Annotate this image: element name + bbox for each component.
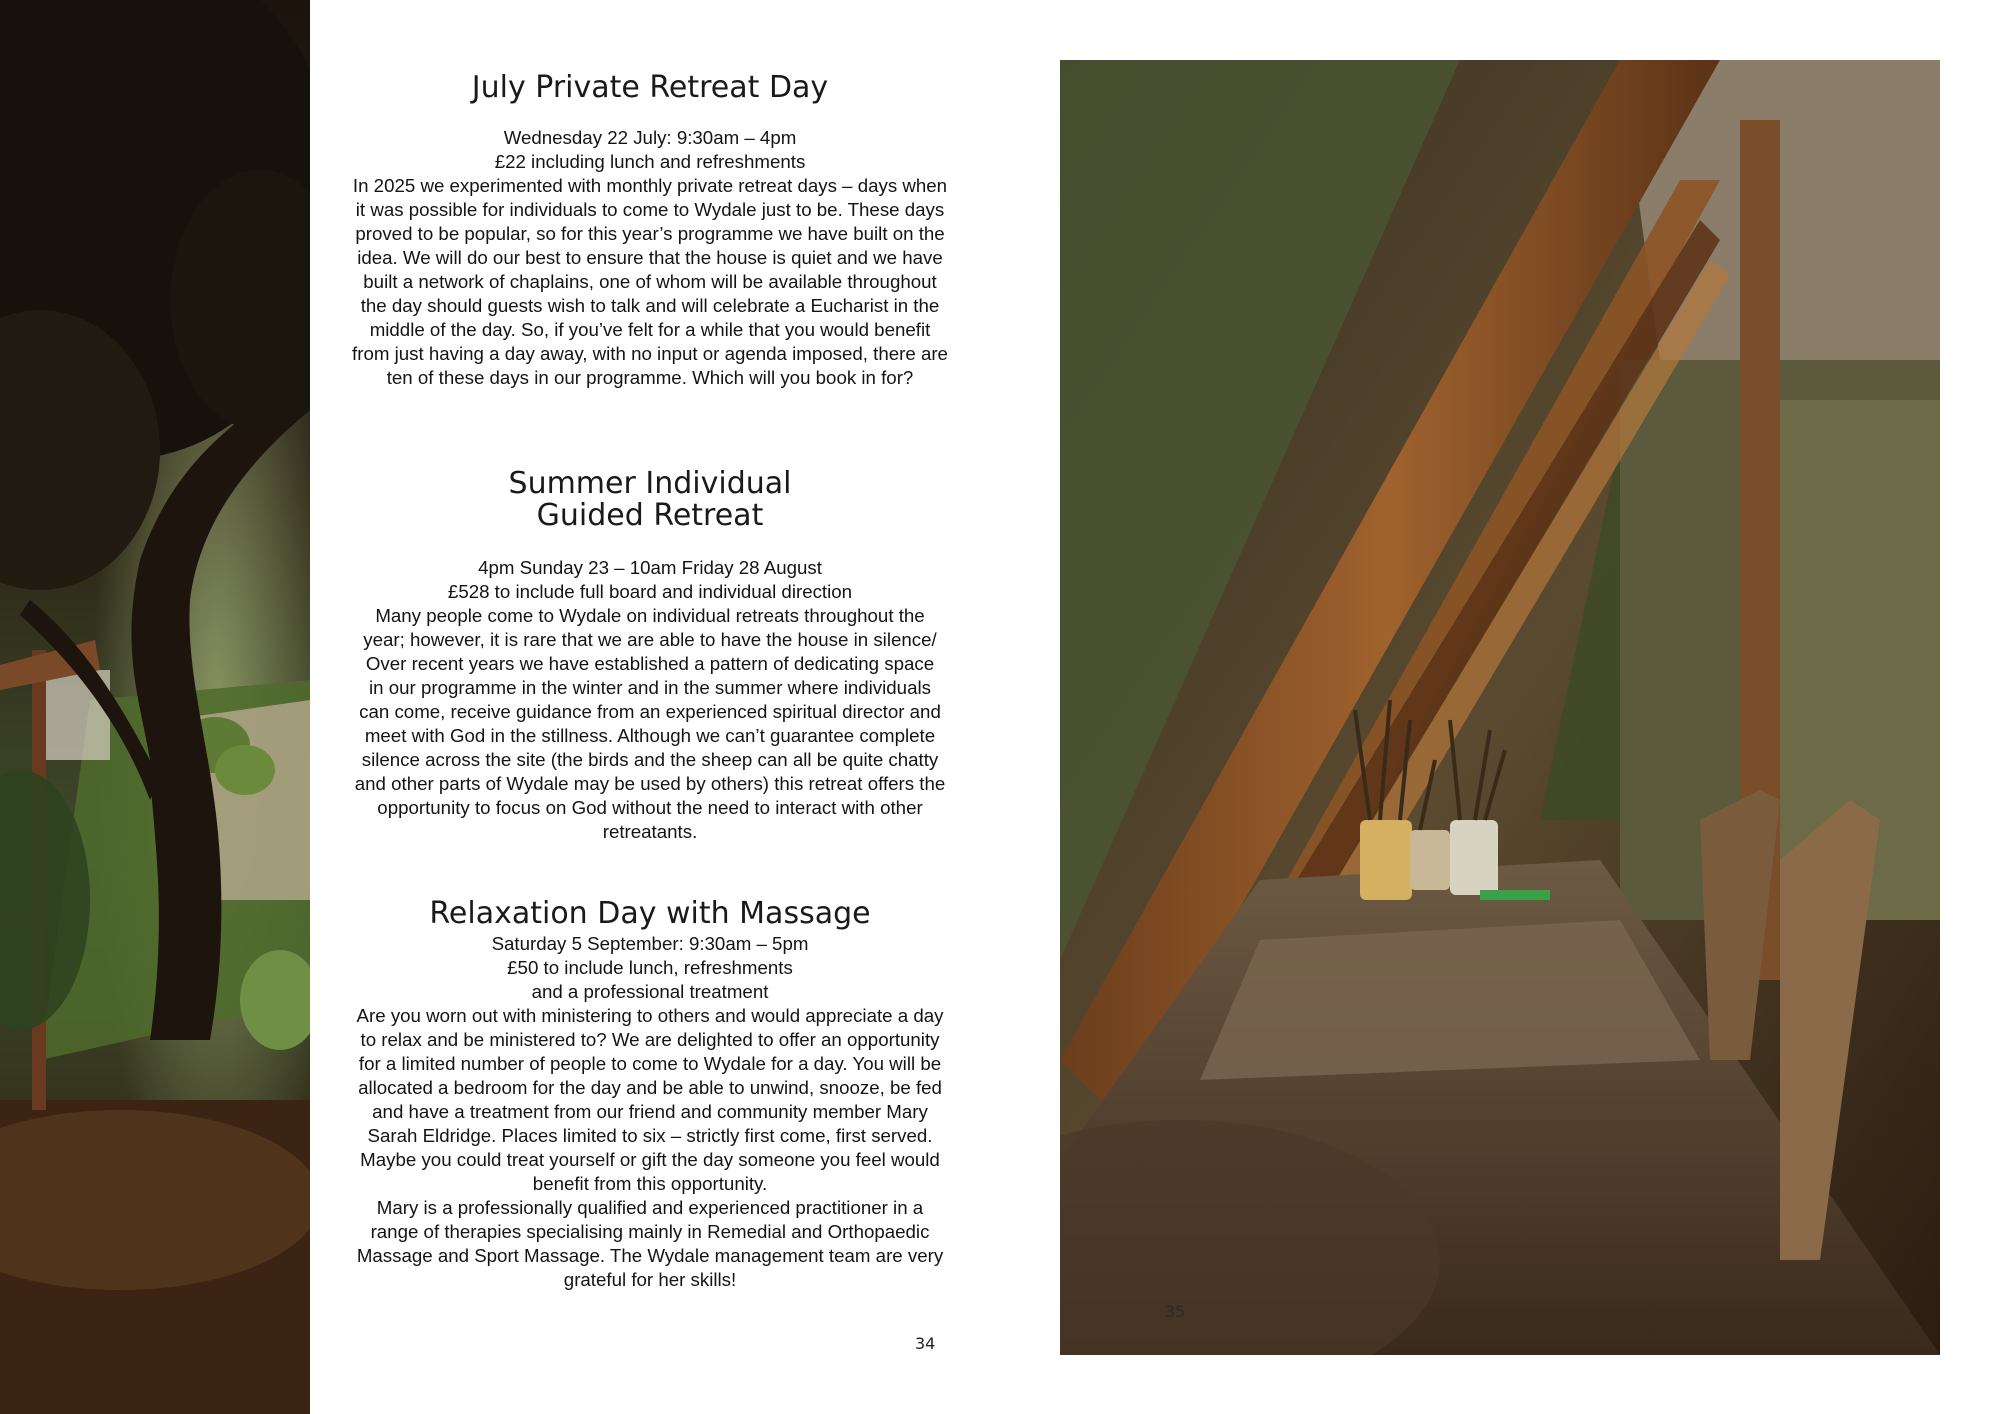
body-line: it was possible for individuals to come to Wydale just to be. These days [355, 199, 945, 220]
body-line: year; however, it is rare that we are able to have the house in silence/ [363, 629, 937, 650]
body-line: Sarah Eldridge. Places limited to six – strictly first come, first served. [367, 1125, 933, 1146]
body-line: Mary is a professionally qualified and experienced practitioner in a [376, 1197, 924, 1218]
section-price: £50 to include lunch, refreshments [507, 957, 793, 978]
section-title: Relaxation Day with Massage [429, 896, 871, 931]
body-line: range of therapies specialising mainly in Remedial and Orthopaedic [370, 1221, 930, 1242]
body-line: and have a treatment from our friend and community member Mary [372, 1101, 928, 1122]
section-date: Saturday 5 September: 9:30am – 5pm [491, 933, 809, 954]
body-line: meet with God in the stillness. Although we can’t guarantee complete [364, 725, 936, 746]
body-line: grateful for her skills! [563, 1269, 737, 1290]
body-line: opportunity to focus on God without the need to interact with other [377, 797, 923, 818]
body-line: Are you worn out with ministering to others and would appreciate a day [356, 1005, 944, 1026]
section-price-detail: and a professional treatment [531, 981, 769, 1002]
studio-photo [1060, 60, 1940, 1355]
body-line: in our programme in the winter and in the summer where individuals [369, 677, 931, 698]
garden-photo [0, 0, 310, 1414]
body-line: allocated a bedroom for the day and be able to unwind, snooze, be fed [358, 1077, 942, 1098]
body-line: and other parts of Wydale may be used by others) this retreat offers the [354, 773, 946, 794]
section-title-line-1: Summer Individual [508, 466, 792, 501]
body-line: retreatants. [602, 821, 698, 842]
section-title: July Private Retreat Day [471, 70, 829, 105]
section-date: 4pm Sunday 23 – 10am Friday 28 August [478, 557, 822, 578]
body-line: benefit from this opportunity. [532, 1173, 768, 1194]
section-title-line-2: Guided Retreat [536, 498, 764, 533]
body-line: idea. We will do our best to ensure that the house is quiet and we have [357, 247, 943, 268]
body-line: from just having a day away, with no input or agenda imposed, there are [352, 343, 948, 364]
body-line: proved to be popular, so for this year’s programme we have built on the [355, 223, 945, 244]
page-number-right: 35 [1165, 1302, 1186, 1321]
section-summer-guided-retreat [340, 468, 960, 844]
body-line: the day should guests wish to talk and will celebrate a Eucharist in the [360, 295, 940, 316]
section-price: £22 including lunch and refreshments [494, 151, 806, 172]
body-line: can come, receive guidance from an experienced spiritual director and [359, 701, 941, 722]
body-line: to relax and be ministered to? We are delighted to offer an opportunity [360, 1029, 940, 1050]
body-line: Over recent years we have established a pattern of dedicating space [365, 653, 935, 674]
body-line: for a limited number of people to come to Wydale for a day. You will be [358, 1053, 942, 1074]
body-line: Massage and Sport Massage. The Wydale management team are very [356, 1245, 944, 1266]
page-number-left: 34 [915, 1334, 936, 1353]
body-line: Many people come to Wydale on individual retreats throughout the [375, 605, 925, 626]
body-line: silence across the site (the birds and the sheep can all be quite chatty [361, 749, 939, 770]
section-date: Wednesday 22 July: 9:30am – 4pm [503, 127, 797, 148]
section-july-private-retreat [340, 72, 960, 390]
wooden-window-desk-photo-icon [1060, 60, 1940, 1355]
body-line: middle of the day. So, if you’ve felt for a while that you would benefit [369, 319, 931, 340]
section-price: £528 to include full board and individual direction [447, 581, 853, 602]
body-line: built a network of chaplains, one of whom will be available throughout [363, 271, 937, 292]
body-line: In 2025 we experimented with monthly private retreat days – days when [352, 175, 948, 196]
section-relaxation-day [340, 898, 960, 1292]
garden-tree-photo-icon [0, 0, 310, 1414]
body-line: ten of these days in our programme. Which will you book in for? [386, 367, 914, 388]
body-line: Maybe you could treat yourself or gift the day someone you feel would [360, 1149, 940, 1170]
